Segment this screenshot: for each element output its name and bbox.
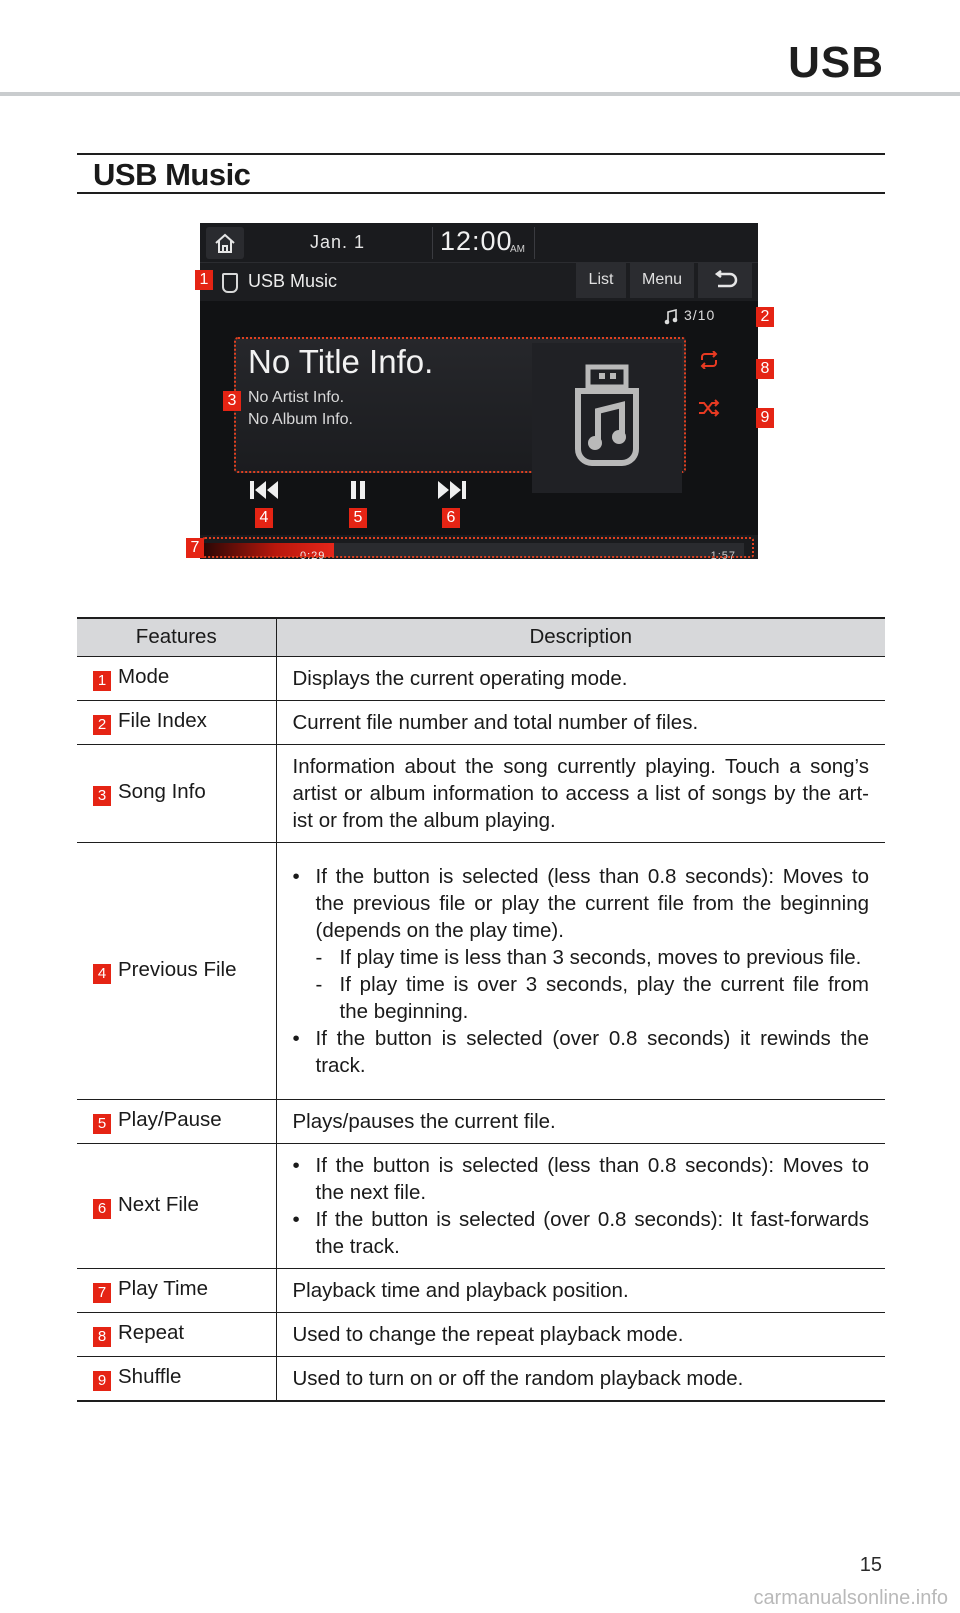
callout-4: 4 [255, 508, 273, 528]
bullet-text: If the button is selected (over 0.8 seconds) it rewinds the track. [315, 1026, 869, 1077]
clock-time: 12:00 [440, 226, 513, 256]
sub-text: If play time is over 3 seconds, play the current file from the beginning. [339, 972, 869, 1023]
feature-name: File Index [118, 709, 207, 732]
sub-item: - If play time is less than 3 seconds, moves to previous file. [293, 944, 870, 971]
callout-6: 6 [442, 508, 460, 528]
feature-cell [77, 700, 276, 744]
row-number: 8 [93, 1327, 111, 1347]
description-cell [276, 842, 885, 1099]
callout-2: 2 [756, 307, 774, 327]
feature-cell [77, 1268, 276, 1312]
description-cell: Used to turn on or off the random playback mode. [276, 1356, 885, 1401]
row-number: 5 [93, 1114, 111, 1134]
status-divider [534, 227, 535, 259]
table-row [77, 700, 885, 744]
back-icon [712, 270, 738, 290]
mode-label: USB Music [248, 271, 338, 291]
date-display: Jan. 1 [310, 232, 366, 252]
bullet-item: • If the button is selected (less than 0.8 seconds): Moves to the next file. [292, 1153, 869, 1204]
description-cell: Used to change the repeat playback mode. [276, 1312, 885, 1356]
feature-cell [77, 656, 276, 700]
song-title: No Title Info. [248, 343, 434, 380]
table-header-row [77, 618, 885, 656]
shuffle-icon[interactable] [698, 399, 720, 417]
feature-cell [77, 1143, 276, 1268]
callout-9: 9 [756, 408, 774, 428]
table-row [77, 1268, 885, 1312]
callout-8: 8 [756, 359, 774, 379]
row-number: 1 [93, 671, 111, 691]
callout-3: 3 [223, 391, 241, 411]
previous-icon[interactable] [246, 475, 282, 505]
table-row [77, 842, 885, 1099]
album-info[interactable]: No Album Info. [248, 411, 353, 428]
description-cell: Plays/pauses the current file. [276, 1099, 885, 1143]
elapsed-time: 0:29 [300, 550, 326, 559]
bullet-text: If the button is selected (less than 0.8 seconds): Moves to the next file. [315, 1153, 869, 1204]
usb-music-art-icon [532, 343, 682, 493]
watermark: carmanualsonline.info [753, 1587, 948, 1609]
header-divider [0, 92, 960, 96]
sub-item: - If play time is over 3 seconds, play the current file from the beginning. [315, 972, 869, 1023]
section-title: USB Music [93, 157, 251, 192]
album-art [532, 343, 682, 493]
description-cell: Current file number and total number of files. [276, 700, 885, 744]
clock-ampm: AM [510, 244, 525, 255]
bullet-item: • If the button is selected (over 0.8 seconds) it rewinds the track. [292, 1026, 869, 1077]
bullet-text: If the button is selected (less than 0.8 seconds): Moves to the previous file or play the current file from the beginning (depends on the play time). [315, 864, 869, 942]
section-heading [77, 153, 885, 194]
status-divider [432, 227, 433, 259]
callout-1: 1 [195, 270, 213, 290]
feature-name: Play Time [118, 1277, 208, 1300]
progress-highlight [202, 537, 754, 558]
header-features: Features [77, 618, 276, 656]
usb-music-screen [200, 223, 758, 559]
row-number: 6 [93, 1199, 111, 1219]
feature-cell [77, 744, 276, 842]
feature-name: Repeat [118, 1321, 185, 1344]
description-cell: Playback time and playback position. [276, 1268, 885, 1312]
table-row [77, 1312, 885, 1356]
feature-name: Next File [118, 1192, 199, 1216]
table-row [77, 1356, 885, 1401]
row-number: 7 [93, 1283, 111, 1303]
feature-name: Song Info [118, 780, 206, 803]
repeat-icon[interactable] [698, 351, 720, 369]
table-row [77, 1143, 885, 1268]
description-cell: Information about the song currently playing. Touch a song’s artist or album information to access a list of songs by the art-ist or from the album playing. [276, 744, 885, 842]
song-info[interactable] [234, 337, 686, 473]
menu-button[interactable]: Menu [630, 262, 694, 298]
description-cell [276, 1143, 885, 1268]
table-row [77, 744, 885, 842]
music-note-icon [664, 309, 678, 325]
next-icon[interactable] [434, 475, 470, 505]
callout-5: 5 [349, 508, 367, 528]
row-number: 2 [93, 715, 111, 735]
feature-cell [77, 842, 276, 1099]
home-icon [213, 232, 237, 254]
feature-name: Mode [118, 665, 170, 688]
page-header-title: USB [788, 38, 884, 87]
feature-name: Shuffle [118, 1365, 182, 1388]
total-time: 1:57 [710, 550, 736, 559]
feature-cell [77, 1312, 276, 1356]
table-row [77, 656, 885, 700]
row-number: 4 [93, 964, 111, 984]
page-number: 15 [859, 1554, 882, 1576]
bullet-item: • If the button is selected (less than 0.8 seconds): Moves to the previous file or play the current file from the beginning (depends on the play time). [292, 864, 869, 942]
play-time-bar[interactable] [200, 535, 758, 559]
row-number: 3 [93, 786, 111, 806]
row-number: 9 [93, 1371, 111, 1391]
file-index: 3/10 [684, 307, 716, 323]
header-description: Description [276, 618, 885, 656]
feature-name: Previous File [118, 957, 237, 981]
list-button[interactable]: List [576, 262, 626, 298]
table-row [77, 1099, 885, 1143]
bullet-item: • If the button is selected (over 0.8 seconds): It fast-forwards the track. [292, 1207, 869, 1258]
back-button[interactable] [698, 262, 752, 298]
description-cell: Displays the current operating mode. [276, 656, 885, 700]
artist-info[interactable]: No Artist Info. [248, 389, 345, 406]
home-button[interactable] [206, 227, 244, 259]
pause-icon[interactable] [340, 475, 376, 505]
feature-name: Play/Pause [118, 1108, 222, 1131]
status-bar [200, 223, 758, 263]
bullet-text: If the button is selected (over 0.8 seconds): It fast-forwards the track. [315, 1207, 869, 1258]
sub-text: If play time is less than 3 seconds, moves to previous file. [339, 945, 862, 969]
feature-cell [77, 1099, 276, 1143]
callout-7: 7 [186, 538, 204, 558]
feature-cell [77, 1356, 276, 1401]
usb-music-icon [222, 273, 238, 293]
features-table [77, 617, 885, 1402]
